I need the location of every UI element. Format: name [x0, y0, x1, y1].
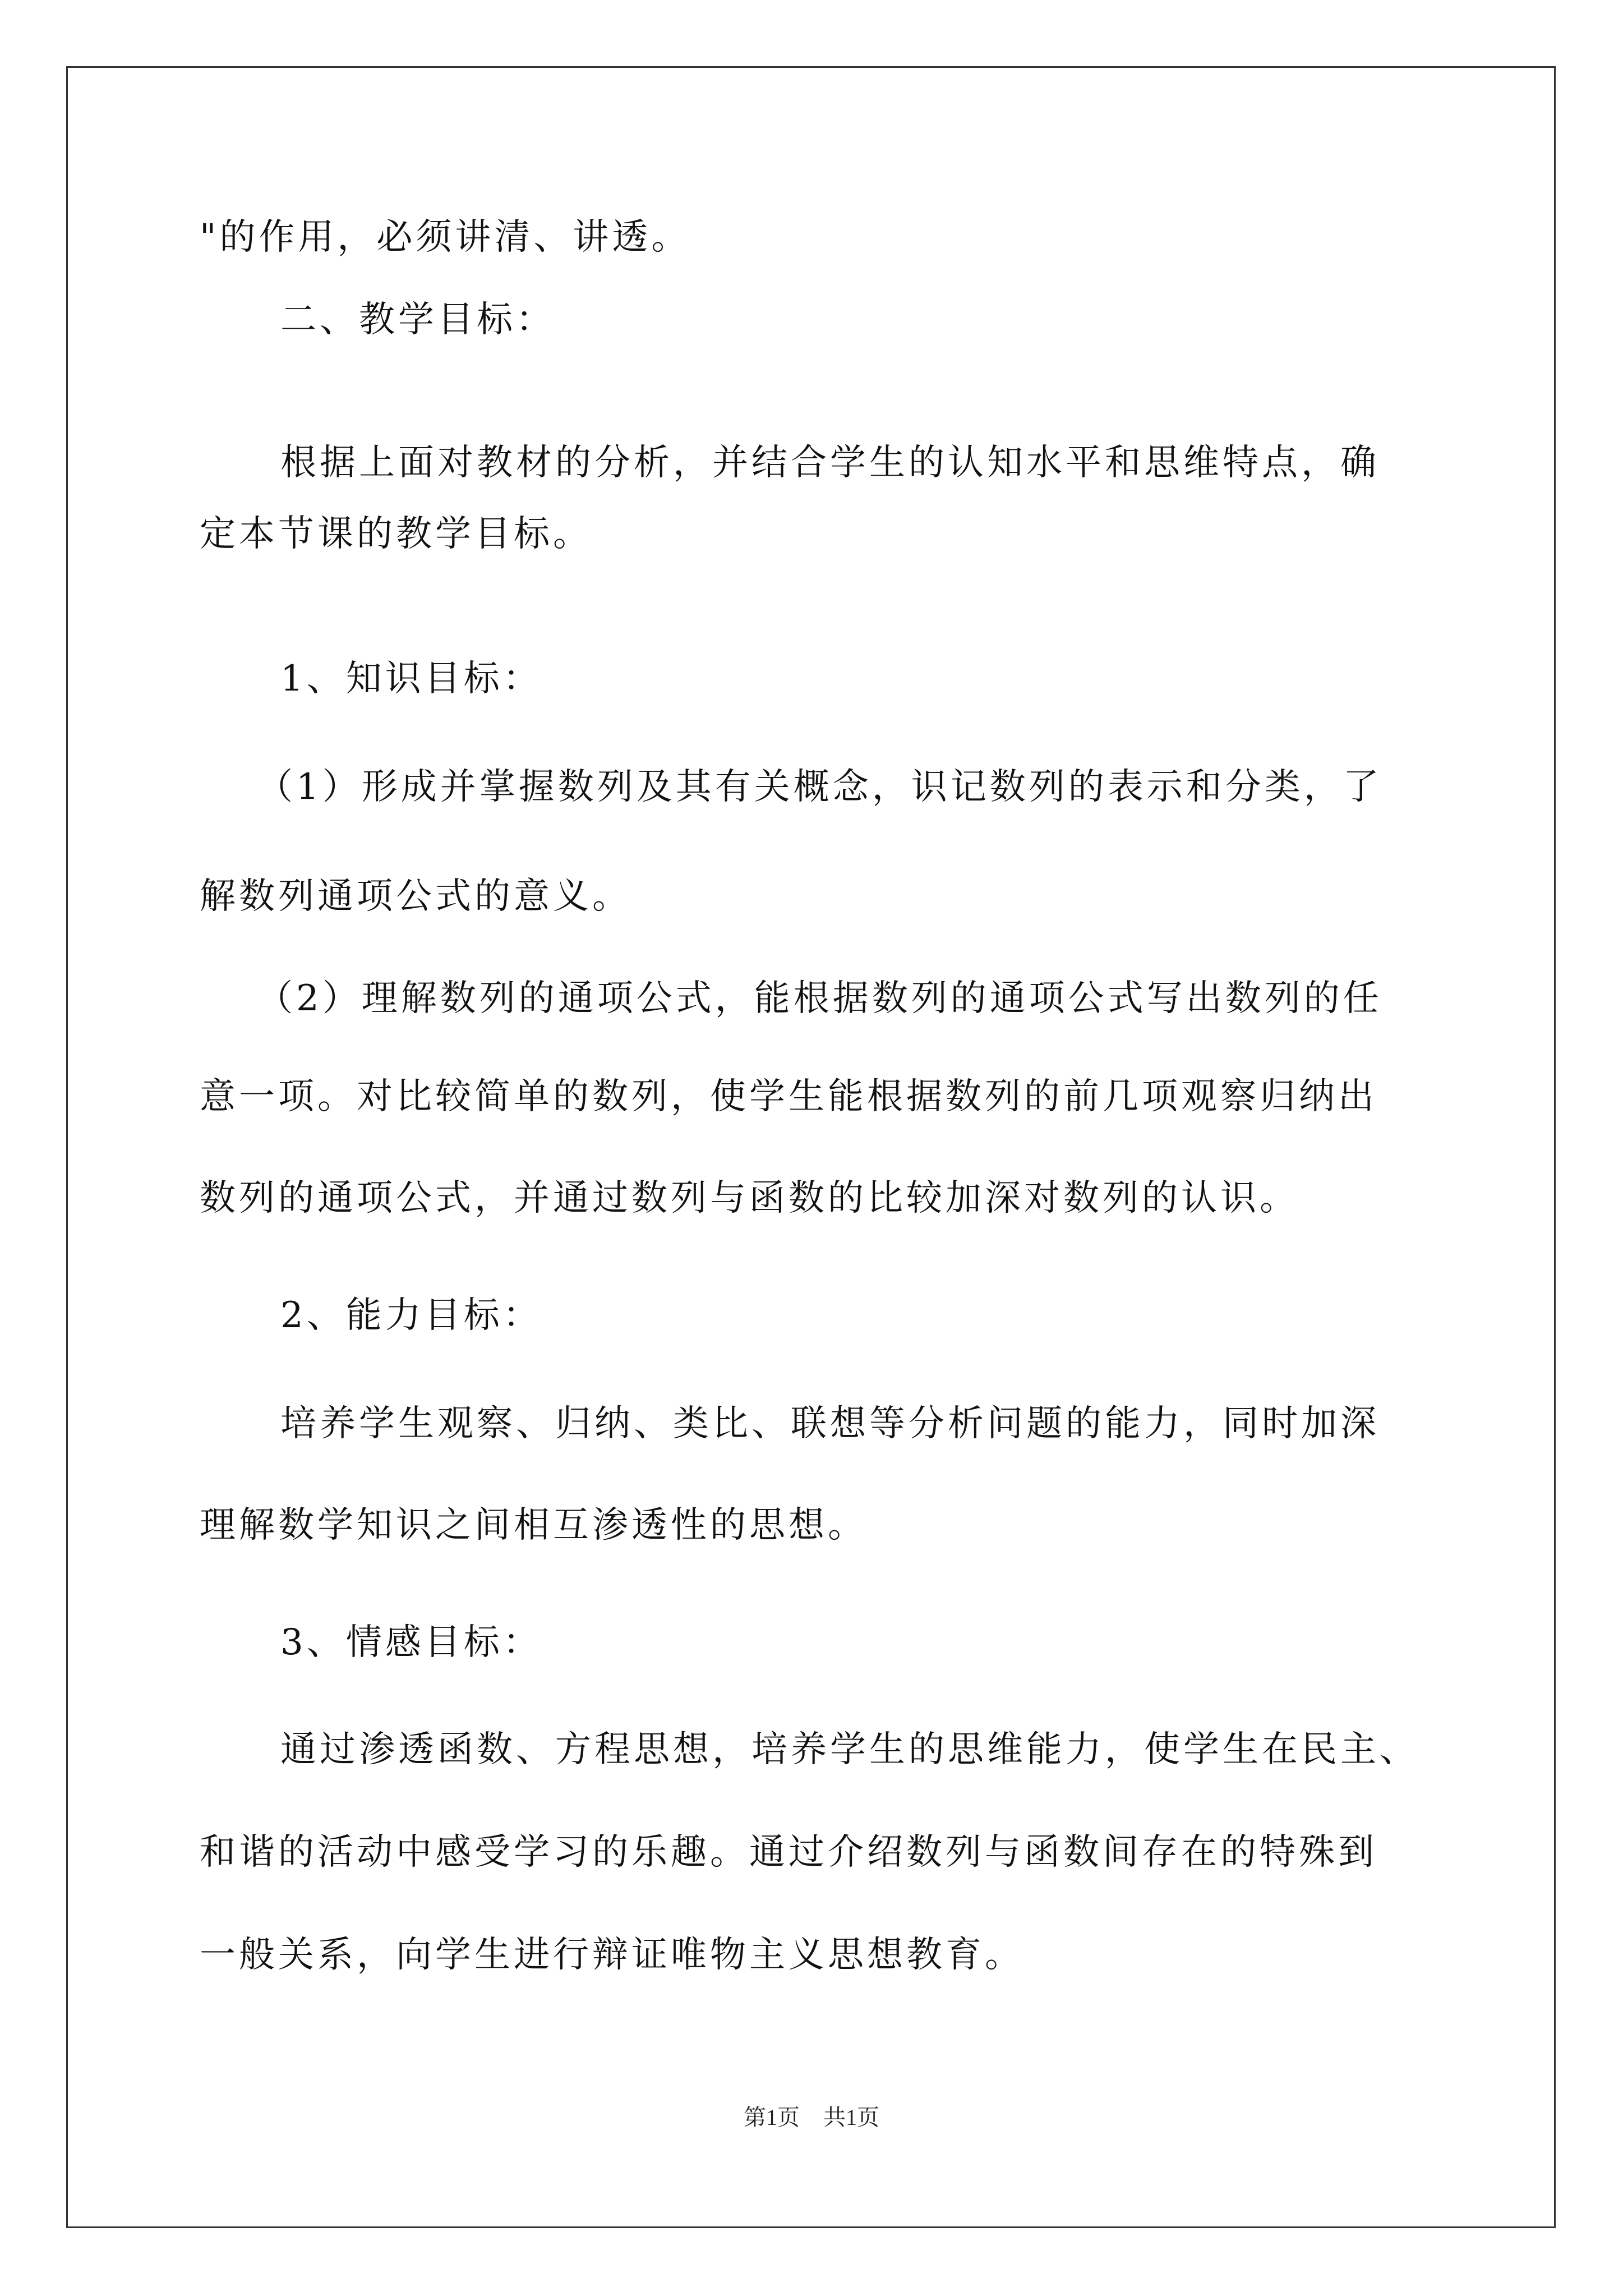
text-line: 理解数学知识之间相互渗透性的思想。 [200, 1504, 867, 1546]
text-line: （2）理解数列的通项公式，能根据数列的通项公式写出数列的任 [257, 978, 1382, 1019]
text-line: （1）形成并掌握数列及其有关概念，识记数列的表示和分类，了 [257, 766, 1382, 808]
page-number-current: 第1页 [744, 2105, 800, 2130]
text-line: "的作用，必须讲清、讲透。 [200, 217, 691, 258]
section-heading: 二、教学目标： [280, 299, 555, 341]
text-line: 数列的通项公式，并通过数列与函数的比较加深对数列的认识。 [200, 1177, 1299, 1219]
subsection-heading: 2、能力目标： [280, 1295, 542, 1336]
text-line: 通过渗透函数、方程思想，培养学生的思维能力，使学生在民主、 [280, 1729, 1419, 1770]
page-number-total: 共1页 [823, 2105, 879, 2130]
text-line: 根据上面对教材的分析，并结合学生的认知水平和思维特点，确 [280, 442, 1380, 484]
text-line: 定本节课的教学目标。 [200, 513, 592, 555]
text-line: 和谐的活动中感受学习的乐趣。通过介绍数列与函数间存在的特殊到 [200, 1832, 1377, 1873]
subsection-heading: 3、情感目标： [280, 1622, 542, 1663]
page-footer [0, 2104, 1623, 2132]
text-line: 一般关系，向学生进行辩证唯物主义思想教育。 [200, 1934, 1024, 1976]
page-border [66, 66, 1556, 2228]
subsection-heading: 1、知识目标： [280, 658, 542, 700]
text-line: 培养学生观察、归纳、类比、联想等分析问题的能力，同时加深 [280, 1403, 1380, 1444]
text-line: 解数列通项公式的意义。 [200, 876, 631, 917]
text-line: 意一项。对比较简单的数列，使学生能根据数列的前几项观察归纳出 [200, 1076, 1377, 1117]
